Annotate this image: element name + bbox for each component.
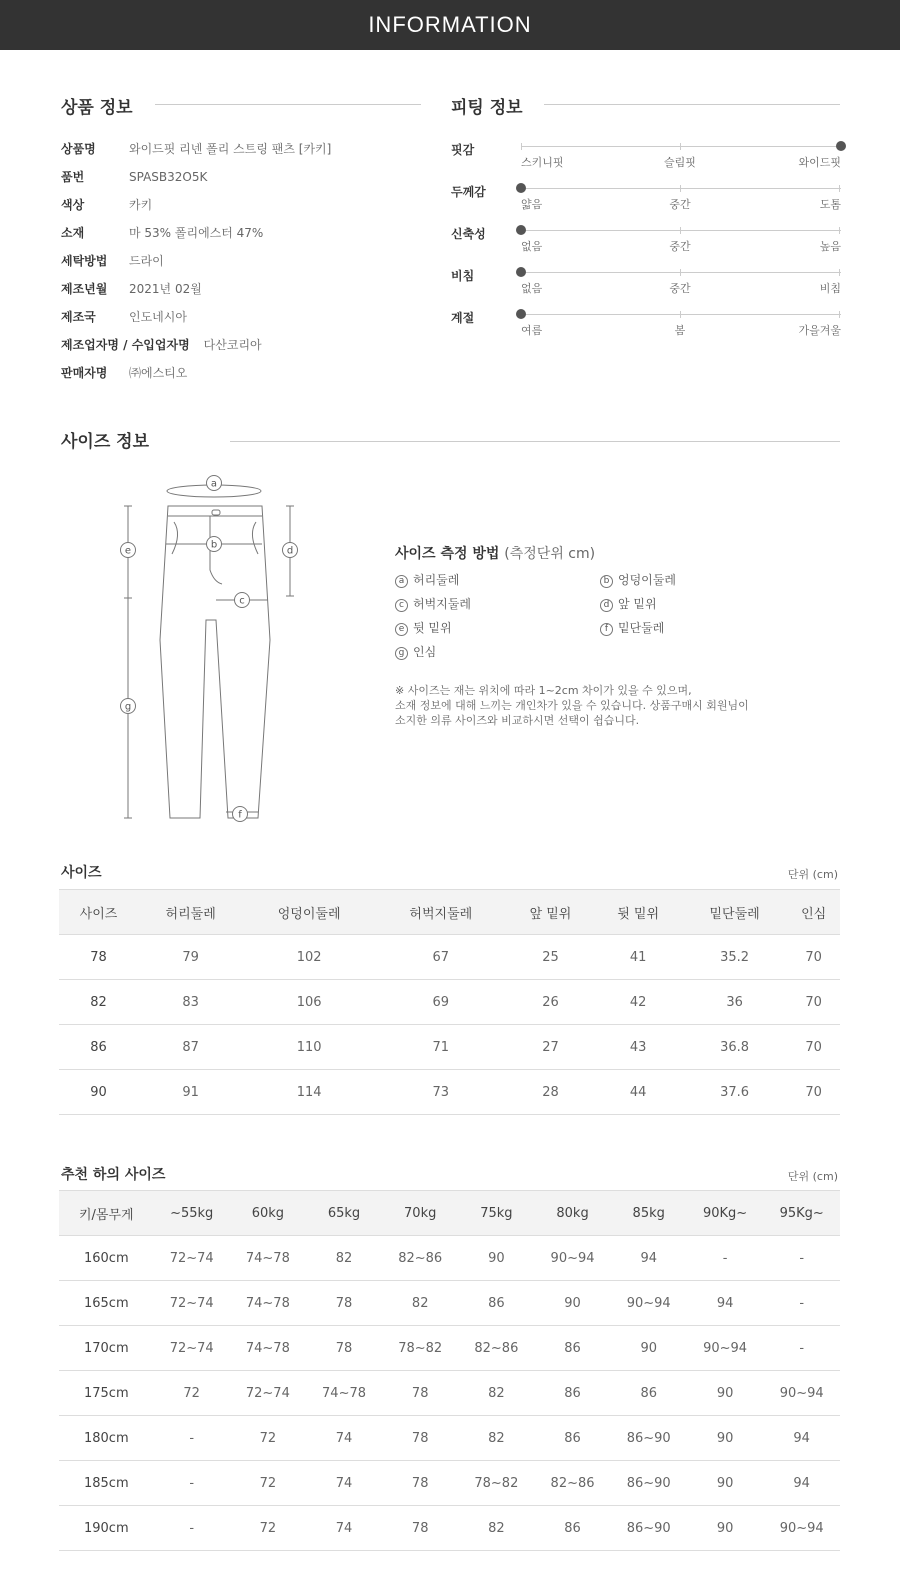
measure-marker: a [395, 575, 408, 588]
table-cell: 78~82 [382, 1326, 458, 1371]
fitting-selected-dot [516, 309, 526, 319]
table-cell: 82 [458, 1371, 534, 1416]
measure-item-c [395, 595, 471, 612]
product-info-row [61, 225, 263, 241]
table-cell: 94 [611, 1236, 687, 1281]
table-row [59, 1025, 840, 1070]
table-row [59, 1506, 840, 1551]
fitting-option-label: 봄 [674, 324, 686, 337]
table-cell: 27 [507, 1025, 595, 1070]
product-info-key: 색상 [61, 198, 85, 212]
table-cell: 90 [687, 1371, 764, 1416]
fitting-selected-dot [836, 141, 846, 151]
table-row [59, 1236, 840, 1281]
table-cell: 70 [787, 1025, 840, 1070]
table-cell: - [763, 1326, 840, 1371]
table-cell: 71 [375, 1025, 507, 1070]
table-row [59, 935, 840, 980]
product-info-value: 인도네시아 [129, 310, 187, 324]
measure-item-d [600, 595, 657, 612]
table-cell: 26 [507, 980, 595, 1025]
table-cell: 72~74 [230, 1371, 306, 1416]
product-info-value: ㈜에스티오 [129, 366, 188, 380]
table-cell: 83 [138, 980, 243, 1025]
table-cell: 185cm [59, 1461, 154, 1506]
fitting-info-divider [544, 104, 840, 105]
fitting-row-label: 핏감 [451, 143, 475, 157]
table-header-cell: 허리둘레 [138, 890, 243, 935]
measure-label: 인심 [413, 645, 437, 659]
table-cell: 69 [375, 980, 507, 1025]
measure-label: 뒷 밑위 [413, 621, 452, 635]
fitting-scale-tick [839, 269, 840, 276]
table-cell: 180cm [59, 1416, 154, 1461]
fitting-scale-tick [680, 269, 681, 276]
product-info-key: 제조년월 [61, 282, 108, 296]
table-cell: 82 [306, 1236, 382, 1281]
table-cell: 165cm [59, 1281, 154, 1326]
table-cell: 79 [138, 935, 243, 980]
fitting-scale-tick [839, 227, 840, 234]
table-cell: 78~82 [458, 1461, 534, 1506]
size-note-line: ※ 사이즈는 재는 위치에 따라 1~2cm 차이가 있을 수 있으며, [395, 684, 692, 697]
table-row [59, 980, 840, 1025]
product-info-value: 2021년 02월 [129, 282, 202, 296]
fitting-scale-tick [680, 311, 681, 318]
product-info-row [61, 197, 152, 213]
table-cell: 37.6 [682, 1070, 787, 1115]
table-cell: 28 [507, 1070, 595, 1115]
fitting-option-label: 여름 [521, 324, 543, 337]
fitting-scale-track [521, 146, 841, 147]
table-cell: 78 [382, 1371, 458, 1416]
table-header-cell: 밑단둘레 [682, 890, 787, 935]
table-row [59, 1070, 840, 1115]
table-header-cell: 70kg [382, 1191, 458, 1236]
table-header-cell: 사이즈 [59, 890, 138, 935]
fitting-scale-tick [680, 227, 681, 234]
table-cell: 90 [687, 1416, 764, 1461]
table-header-cell: ~55kg [154, 1191, 230, 1236]
table-cell: 175cm [59, 1371, 154, 1416]
diagram-marker-label: a [210, 478, 218, 490]
table-cell: 90 [458, 1236, 534, 1281]
table-cell: 86 [534, 1371, 610, 1416]
table-cell: 72~74 [154, 1281, 230, 1326]
table-header-cell: 95Kg~ [763, 1191, 840, 1236]
table-cell: 74 [306, 1416, 382, 1461]
fitting-option-label: 중간 [669, 198, 691, 211]
fitting-option-label: 얇음 [521, 198, 543, 211]
measure-method-label: 사이즈 측정 방법 [395, 546, 500, 562]
table-cell: 74 [306, 1461, 382, 1506]
fitting-option-label: 와이드핏 [798, 156, 841, 169]
table-cell: 78 [306, 1281, 382, 1326]
table-cell: 78 [382, 1506, 458, 1551]
table-header-cell: 85kg [611, 1191, 687, 1236]
measure-method-unit: (측정단위 cm) [504, 546, 596, 562]
product-info-key: 판매자명 [61, 366, 108, 380]
fitting-option-label: 스키니핏 [521, 156, 564, 169]
table-cell: - [154, 1506, 230, 1551]
table-cell: 74~78 [230, 1236, 306, 1281]
fitting-scale-tick [839, 185, 840, 192]
measure-label: 허벅지둘레 [413, 597, 471, 611]
table-cell: 74~78 [230, 1326, 306, 1371]
measure-item-a [395, 571, 459, 588]
table-cell: 41 [594, 935, 682, 980]
table-cell: 102 [243, 935, 375, 980]
size-note-line: 소재 정보에 대해 느끼는 개인차가 있을 수 있습니다. 상품구매시 회원님이 [395, 699, 749, 712]
table-cell: 90~94 [534, 1236, 610, 1281]
product-info-row [61, 253, 164, 269]
table-cell: 94 [687, 1281, 764, 1326]
table-row [59, 1281, 840, 1326]
table-header-cell: 인심 [787, 890, 840, 935]
measure-marker: f [600, 623, 613, 636]
table-cell: 90 [534, 1281, 610, 1326]
fitting-option-label: 중간 [669, 282, 691, 295]
diagram-marker-label: d [286, 545, 294, 557]
fitting-scale-tick [680, 143, 681, 150]
table-row [59, 1326, 840, 1371]
table-cell: 90 [687, 1506, 764, 1551]
diagram-marker-label: c [239, 595, 245, 607]
information-banner: INFORMATION [0, 0, 900, 50]
product-info-key: 세탁방법 [61, 254, 108, 268]
table-cell: - [763, 1236, 840, 1281]
fitting-option-label: 비침 [819, 282, 841, 295]
fitting-option-label: 가을겨울 [798, 324, 841, 337]
table-header-cell: 앞 밑위 [507, 890, 595, 935]
measure-label: 앞 밑위 [618, 597, 657, 611]
table-header-cell: 허벅지둘레 [375, 890, 507, 935]
table-cell: 170cm [59, 1326, 154, 1371]
table-cell: 82 [458, 1416, 534, 1461]
table-header-row [59, 1191, 840, 1236]
fitting-row-label: 신축성 [451, 227, 486, 241]
table-cell: - [763, 1281, 840, 1326]
measure-marker: g [395, 647, 408, 660]
size-table-title: 사이즈 [61, 865, 102, 881]
table-header-cell: 90Kg~ [687, 1191, 764, 1236]
table-cell: 82 [59, 980, 138, 1025]
recommend-table-title: 추천 하의 사이즈 [61, 1167, 166, 1183]
product-info-key: 제조국 [61, 310, 96, 324]
fitting-scale-track [521, 230, 841, 231]
fitting-selected-dot [516, 267, 526, 277]
table-cell: - [154, 1416, 230, 1461]
table-cell: 86 [611, 1371, 687, 1416]
table-cell: 42 [594, 980, 682, 1025]
table-cell: 72 [230, 1506, 306, 1551]
fitting-option-label: 도톰 [819, 198, 841, 211]
table-cell: 160cm [59, 1236, 154, 1281]
fitting-scale-tick [680, 185, 681, 192]
table-cell: 36.8 [682, 1025, 787, 1070]
fitting-option-label: 슬림핏 [664, 156, 696, 169]
fitting-option-label: 없음 [521, 240, 543, 253]
table-cell: 90~94 [611, 1281, 687, 1326]
table-cell: 90~94 [687, 1326, 764, 1371]
measure-item-e [395, 619, 452, 636]
table-cell: 72 [230, 1461, 306, 1506]
table-header-cell: 75kg [458, 1191, 534, 1236]
table-cell: 35.2 [682, 935, 787, 980]
table-cell: 74~78 [230, 1281, 306, 1326]
product-info-value: 와이드핏 리넨 폴리 스트링 팬츠 [카키] [129, 142, 332, 156]
product-info-value: 드라이 [129, 254, 164, 268]
table-cell: - [154, 1461, 230, 1506]
table-cell: 86~90 [611, 1461, 687, 1506]
table-cell: 78 [306, 1326, 382, 1371]
table-cell: 70 [787, 980, 840, 1025]
table-header-row [59, 890, 840, 935]
table-cell: 86~90 [611, 1506, 687, 1551]
fitting-selected-dot [516, 225, 526, 235]
measure-marker: d [600, 599, 613, 612]
table-cell: 82~86 [534, 1461, 610, 1506]
product-info-value: SPASB32O5K [129, 170, 208, 184]
fitting-row-label: 비침 [451, 269, 475, 283]
table-cell: 72 [230, 1416, 306, 1461]
table-cell: 82~86 [458, 1326, 534, 1371]
table-row [59, 1371, 840, 1416]
product-info-title: 상품 정보 [61, 98, 133, 118]
measure-marker: c [395, 599, 408, 612]
fitting-option-label: 높음 [819, 240, 841, 253]
measure-marker: b [600, 575, 613, 588]
table-cell: 110 [243, 1025, 375, 1070]
size-table [59, 889, 840, 1115]
table-row [59, 1461, 840, 1506]
table-cell: 114 [243, 1070, 375, 1115]
table-cell: 70 [787, 1070, 840, 1115]
table-cell: 94 [763, 1416, 840, 1461]
table-header-cell: 뒷 밑위 [594, 890, 682, 935]
size-info-divider [230, 441, 840, 442]
table-cell: 74 [306, 1506, 382, 1551]
table-cell: 86 [59, 1025, 138, 1070]
table-cell: 190cm [59, 1506, 154, 1551]
table-header-cell: 60kg [230, 1191, 306, 1236]
table-cell: 90 [687, 1461, 764, 1506]
table-cell: 86 [534, 1326, 610, 1371]
product-info-row [61, 169, 207, 185]
product-info-key: 품번 [61, 170, 85, 184]
product-info-divider [155, 104, 421, 105]
table-cell: 44 [594, 1070, 682, 1115]
product-info-row [61, 337, 262, 353]
table-cell: 106 [243, 980, 375, 1025]
fitting-scale-tick [521, 143, 522, 150]
table-cell: 94 [763, 1461, 840, 1506]
measure-method-title [395, 543, 595, 563]
product-info-row [61, 365, 187, 381]
table-cell: 86~90 [611, 1416, 687, 1461]
table-cell: 67 [375, 935, 507, 980]
measure-label: 밑단둘레 [618, 621, 665, 635]
product-info-value: 카키 [129, 198, 153, 212]
measure-label: 엉덩이둘레 [618, 573, 676, 587]
table-cell: 86 [534, 1416, 610, 1461]
table-cell: 86 [458, 1281, 534, 1326]
product-info-row [61, 141, 331, 157]
table-header-cell: 65kg [306, 1191, 382, 1236]
fitting-scale-track [521, 188, 841, 189]
table-cell: 43 [594, 1025, 682, 1070]
fitting-row-label: 두께감 [451, 185, 486, 199]
measure-label: 허리둘레 [413, 573, 460, 587]
table-cell: 72~74 [154, 1236, 230, 1281]
size-info-title: 사이즈 정보 [61, 432, 150, 452]
product-info-key: 상품명 [61, 142, 96, 156]
table-cell: 86 [534, 1506, 610, 1551]
product-info-value: 다산코리아 [203, 338, 262, 352]
table-cell: 70 [787, 935, 840, 980]
diagram-marker-label: f [238, 809, 242, 821]
table-row [59, 1416, 840, 1461]
table-cell: 78 [382, 1461, 458, 1506]
measure-item-b [600, 571, 676, 588]
pants-outline [160, 506, 270, 818]
measure-marker: e [395, 623, 408, 636]
table-cell: 72~74 [154, 1326, 230, 1371]
table-cell: 36 [682, 980, 787, 1025]
table-cell: 82~86 [382, 1236, 458, 1281]
fitting-option-label: 중간 [669, 240, 691, 253]
pants-measurement-diagram [110, 470, 310, 830]
table-cell: 87 [138, 1025, 243, 1070]
diagram-marker-label: e [124, 545, 132, 557]
diagram-marker-label: g [124, 701, 132, 713]
table-cell: 72 [154, 1371, 230, 1416]
fitting-row-label: 계절 [451, 311, 475, 325]
product-info-value: 마 53% 폴리에스터 47% [129, 226, 264, 240]
table-cell: 78 [382, 1416, 458, 1461]
table-cell: 25 [507, 935, 595, 980]
product-info-row [61, 309, 187, 325]
table-cell: - [687, 1236, 764, 1281]
recommend-table [59, 1190, 840, 1551]
diagram-marker-label: b [210, 539, 218, 551]
fitting-info-title: 피팅 정보 [451, 98, 523, 118]
measure-item-g [395, 643, 436, 660]
measure-item-f [600, 619, 664, 636]
table-cell: 74~78 [306, 1371, 382, 1416]
product-info-row [61, 281, 202, 297]
table-cell: 78 [59, 935, 138, 980]
table-header-cell: 엉덩이둘레 [243, 890, 375, 935]
fitting-scale-tick [839, 311, 840, 318]
size-table-unit: 단위 (cm) [787, 868, 838, 881]
fitting-selected-dot [516, 183, 526, 193]
table-cell: 82 [382, 1281, 458, 1326]
table-cell: 90 [59, 1070, 138, 1115]
table-cell: 82 [458, 1506, 534, 1551]
product-info-key: 소재 [61, 226, 85, 240]
product-info-key: 제조업자명 / 수입업자명 [61, 338, 190, 352]
table-cell: 90~94 [763, 1371, 840, 1416]
table-header-cell: 80kg [534, 1191, 610, 1236]
size-note-line: 소지한 의류 사이즈와 비교하시면 선택이 쉽습니다. [395, 714, 640, 727]
fitting-scale-track [521, 272, 841, 273]
table-cell: 90 [611, 1326, 687, 1371]
table-cell: 90~94 [763, 1506, 840, 1551]
recommend-table-unit: 단위 (cm) [787, 1170, 838, 1183]
fitting-option-label: 없음 [521, 282, 543, 295]
table-cell: 73 [375, 1070, 507, 1115]
fitting-scale-track [521, 314, 841, 315]
table-header-cell: 키/몸무게 [59, 1191, 154, 1236]
table-cell: 91 [138, 1070, 243, 1115]
